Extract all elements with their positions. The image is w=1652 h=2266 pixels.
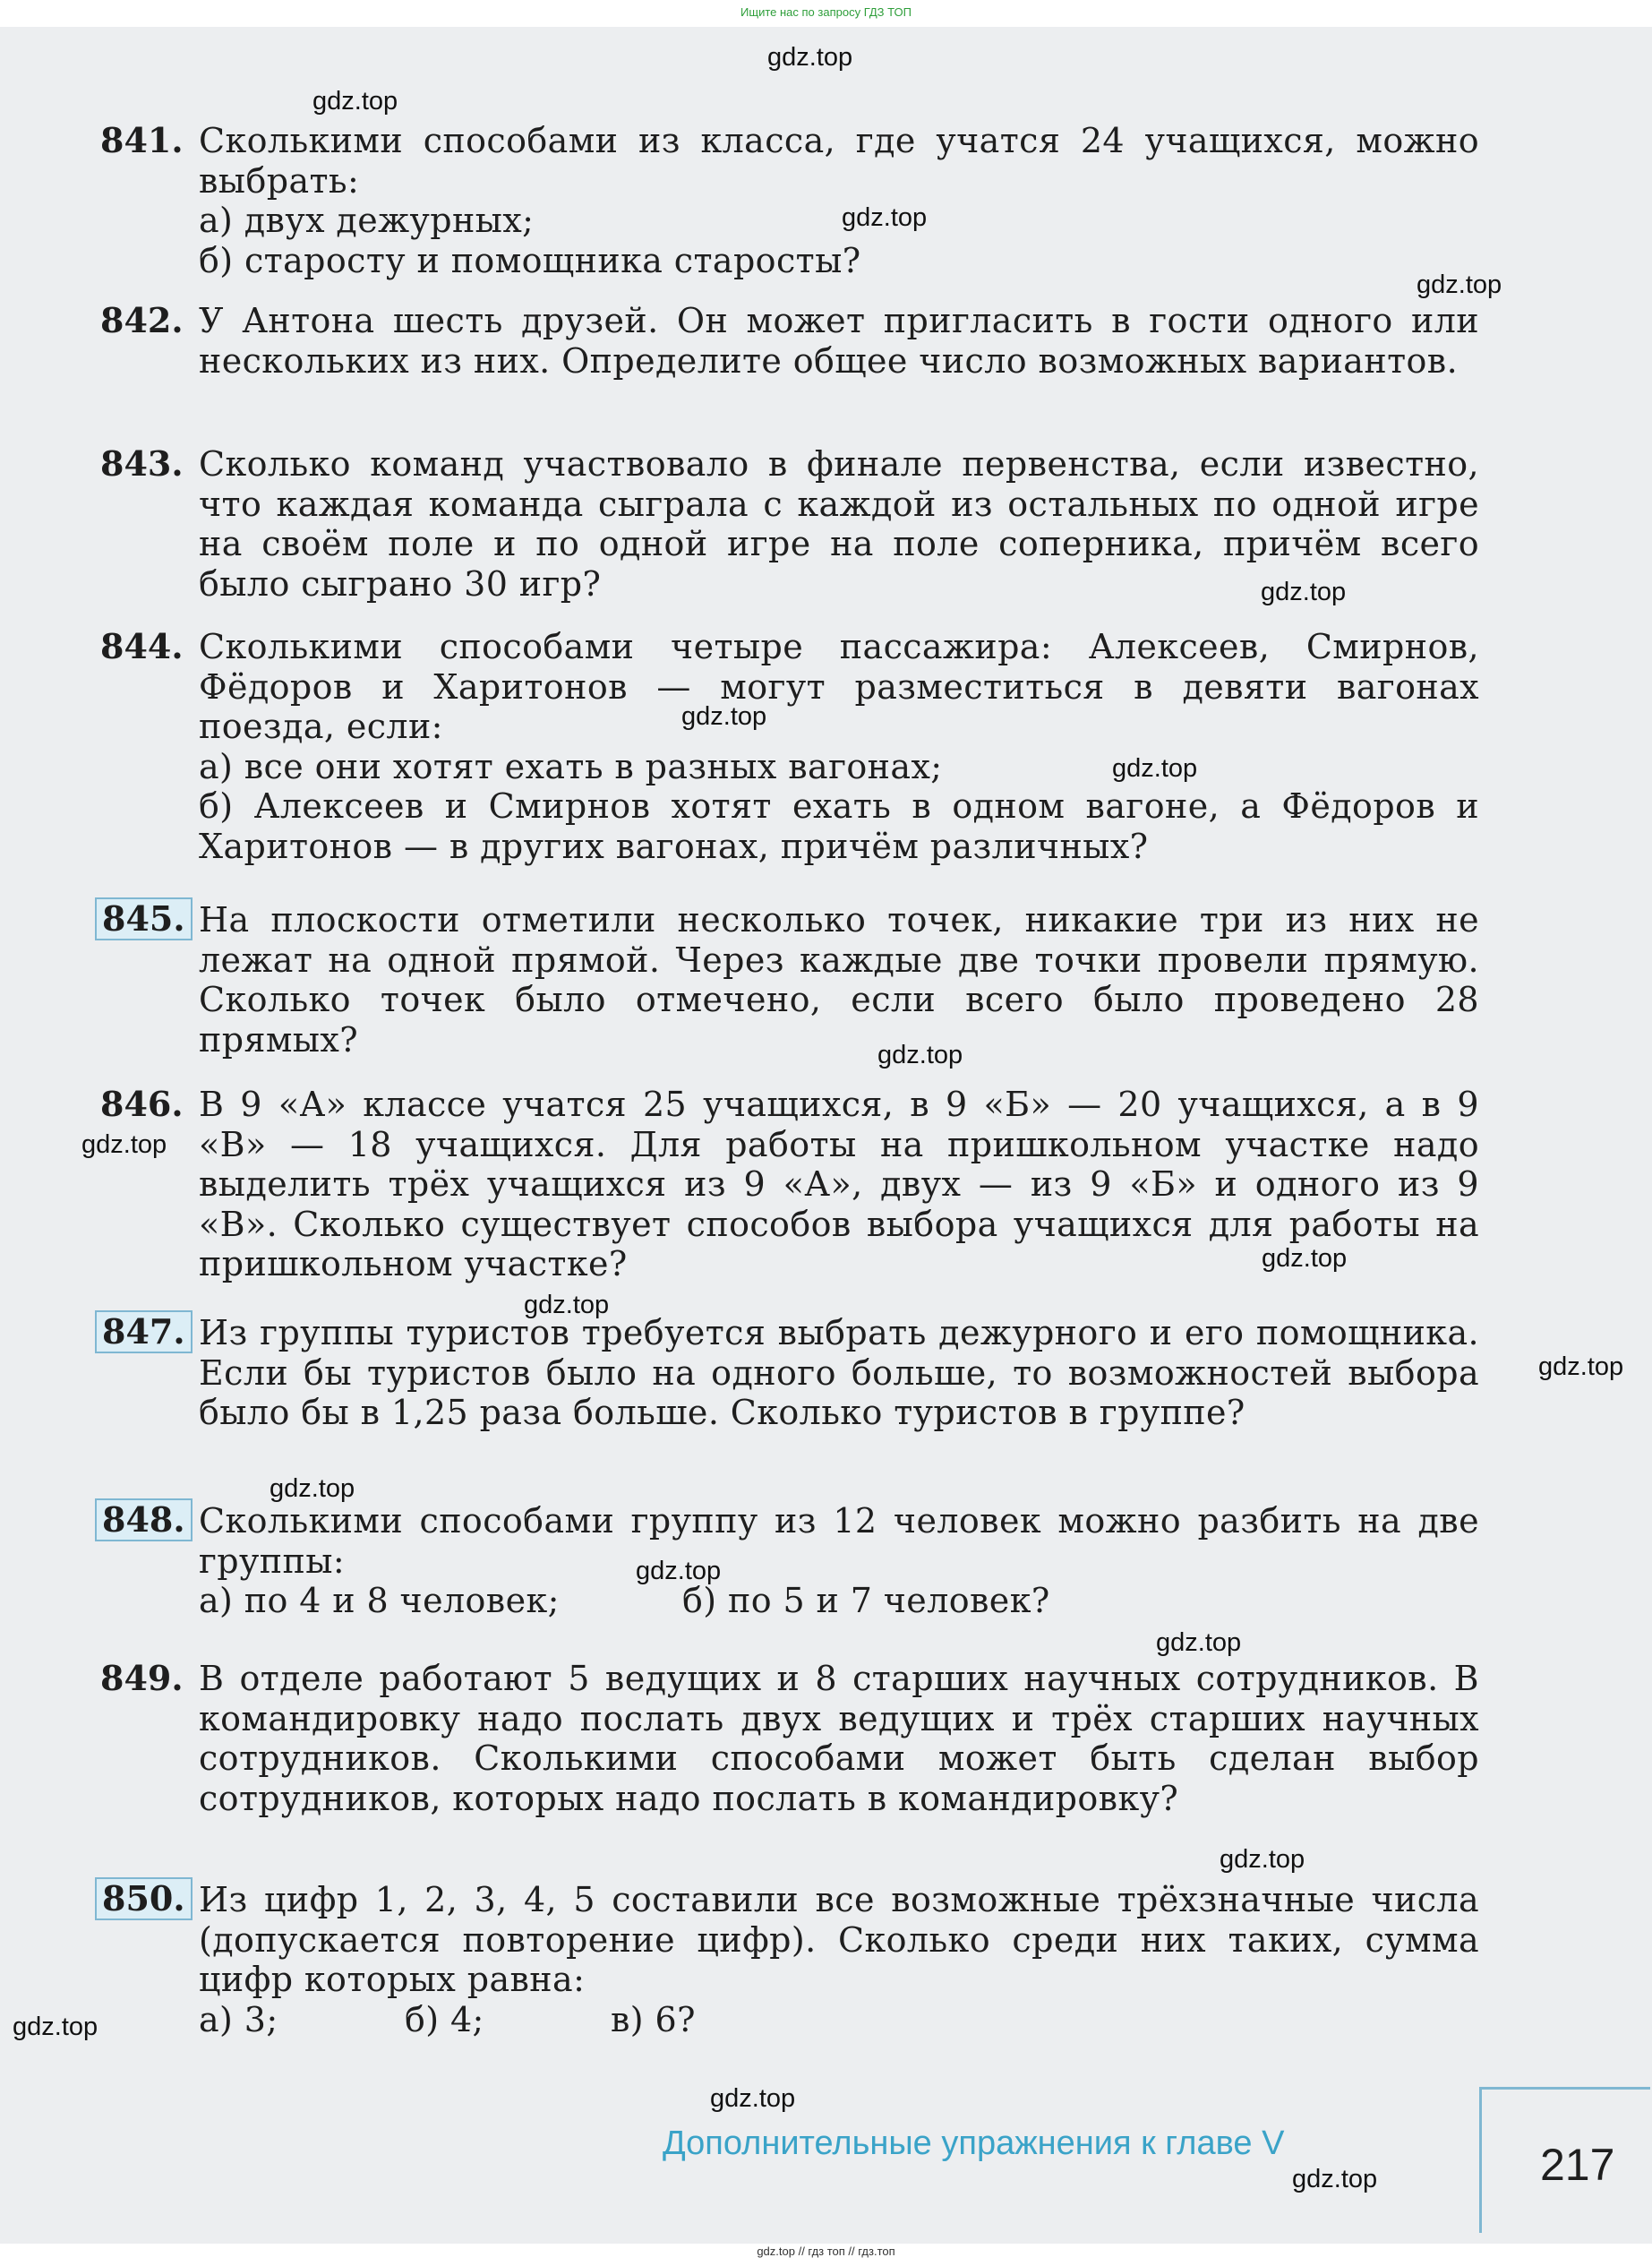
watermark: gdz.top bbox=[81, 1130, 167, 1159]
page-number: 217 bbox=[1540, 2140, 1615, 2190]
problem-845 bbox=[100, 900, 1479, 1060]
option-b: б) по 5 и 7 человек? bbox=[682, 1581, 1050, 1620]
problem-text: У Антона шесть друзей. Он может пригласить в гости одного или нескольких из них. Определите общее число возможных вариантов. bbox=[199, 301, 1479, 381]
watermark: gdz.top bbox=[842, 203, 928, 232]
problem-number: 844. bbox=[100, 626, 184, 666]
watermark: gdz.top bbox=[710, 2084, 796, 2113]
problem-number-boxed: 850. bbox=[95, 1877, 193, 1920]
problem-number-boxed: 847. bbox=[95, 1310, 193, 1353]
problem-number: 843. bbox=[100, 443, 184, 484]
problem-text: Из группы туристов требуется выбрать дежурного и его помощника. Если бы туристов было на одного больше, то возможностей выбора было бы в 1,25 раза больше. Сколько туристов в группе? bbox=[199, 1313, 1479, 1432]
problem-text: Сколькими способами из класса, где учатся 24 учащихся, можно выбрать: а) двух дежурных; б) старосту и помощника старосты? bbox=[199, 121, 1479, 280]
option-a: а) 3; bbox=[199, 1999, 278, 2039]
watermark: gdz.top bbox=[524, 1291, 610, 1319]
top-note: Ищите нас по запросу ГДЗ ТОП bbox=[740, 5, 912, 19]
problem-number-boxed: 848. bbox=[95, 1498, 193, 1541]
watermark: gdz.top bbox=[681, 702, 767, 731]
watermark: gdz.top bbox=[877, 1041, 963, 1069]
problem-number: 849. bbox=[100, 1658, 184, 1698]
watermark: gdz.top bbox=[1220, 1845, 1305, 1874]
problem-842 bbox=[100, 301, 1479, 381]
watermark: gdz.top bbox=[767, 43, 853, 72]
option-b: б) 4; bbox=[405, 1999, 484, 2039]
problem-number-boxed: 845. bbox=[95, 897, 193, 940]
problem-number: 841. bbox=[100, 120, 184, 160]
problem-847 bbox=[100, 1313, 1479, 1433]
watermark: gdz.top bbox=[1292, 2165, 1378, 2193]
problem-849 bbox=[100, 1659, 1479, 1818]
watermark: gdz.top bbox=[1417, 270, 1502, 299]
chapter-footer: Дополнительные упражнения к главе V bbox=[663, 2124, 1285, 2162]
bottom-note: gdz.top // гдз топ // гдз.топ bbox=[757, 2245, 895, 2258]
problem-841 bbox=[100, 121, 1479, 280]
problem-text: Сколько команд участвовало в финале первенства, если известно, что каждая команда сыграла с каждой из остальных по одной игре на своём поле и по одной игре на поле соперника, причём всего было сыграно 30 игр? bbox=[199, 444, 1479, 604]
problem-text: В 9 «А» классе учатся 25 учащихся, в 9 «Б» — 20 учащихся, а в 9 «В» — 18 учащихся. Для работы на пришкольном участке надо выделить трёх учащихся из 9 «А», двух — из 9 «Б» и одного из 9 «В». Сколько существует способов выбора учащихся для работы на пришкольном участке? bbox=[199, 1085, 1479, 1283]
watermark: gdz.top bbox=[1156, 1628, 1242, 1657]
watermark: gdz.top bbox=[1261, 578, 1347, 606]
problem-number: 846. bbox=[100, 1084, 184, 1124]
problem-text: Сколькими способами четыре пассажира: Алексеев, Смирнов, Фёдоров и Харитонов — могут разместиться в девяти вагонах поезда, если: а) все они хотят ехать в разных вагонах; б) Алексеев и Смирнов хотят ехать в одном вагоне, а Фёдоров и Харитонов — в других вагонах, причём различных? bbox=[199, 627, 1479, 866]
problem-848 bbox=[100, 1501, 1479, 1621]
problem-text: Сколькими способами группу из 12 человек можно разбить на две группы: а) по 4 и 8 человек; б) по 5 и 7 человек? bbox=[199, 1501, 1479, 1620]
watermark: gdz.top bbox=[1538, 1352, 1624, 1381]
watermark: gdz.top bbox=[13, 2013, 98, 2041]
problem-number: 842. bbox=[100, 300, 184, 340]
option-a: а) по 4 и 8 человек; bbox=[199, 1581, 560, 1620]
problem-850 bbox=[100, 1880, 1479, 2039]
answer-options bbox=[199, 1581, 1479, 1621]
answer-options bbox=[199, 2000, 1479, 2040]
problem-text: На плоскости отметили несколько точек, никакие три из них не лежат на одной прямой. Через каждые две точки провели прямую. Сколько точек было отмечено, если всего было проведено 28 прямых? bbox=[199, 900, 1479, 1060]
problem-844 bbox=[100, 627, 1479, 866]
watermark: gdz.top bbox=[270, 1474, 355, 1503]
problem-text: В отделе работают 5 ведущих и 8 старших научных сотрудников. В командировку надо послать двух ведущих и трёх старших научных сотрудников. Сколькими способами может быть сделан выбор сотрудников, которых надо послать в командировку? bbox=[199, 1659, 1479, 1818]
watermark: gdz.top bbox=[1112, 754, 1198, 783]
problem-text: Из цифр 1, 2, 3, 4, 5 составили все возможные трёхзначные числа (допускается повторение цифр). Сколько среди них таких, сумма цифр которых равна: а) 3; б) 4; в) 6? bbox=[199, 1880, 1479, 2039]
watermark: gdz.top bbox=[312, 87, 398, 116]
watermark: gdz.top bbox=[636, 1557, 722, 1585]
watermark: gdz.top bbox=[1262, 1244, 1348, 1273]
option-c: в) 6? bbox=[611, 1999, 696, 2039]
